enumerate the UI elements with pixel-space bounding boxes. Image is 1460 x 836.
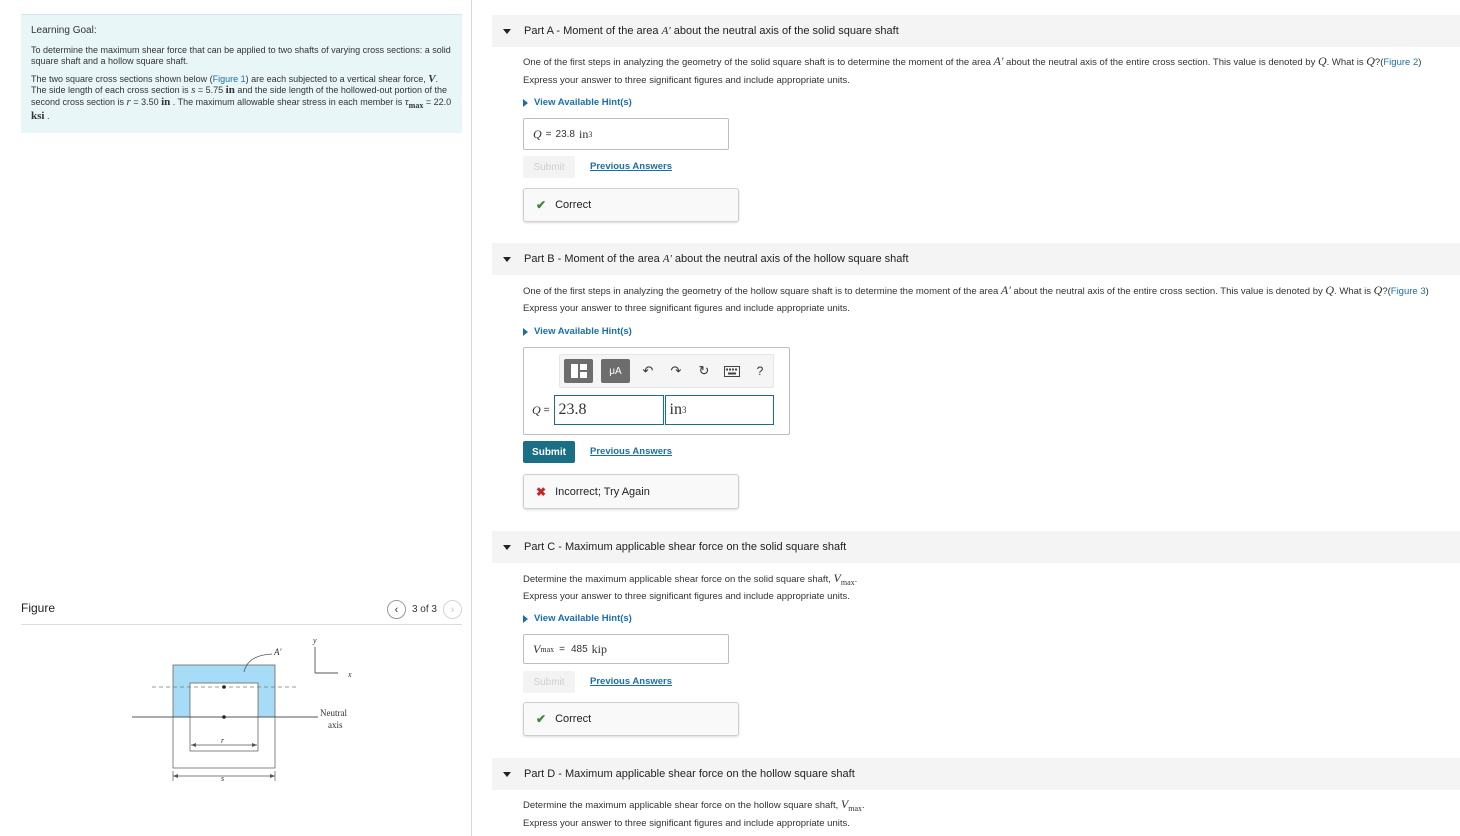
part-c-previous-answers-link[interactable]: Previous Answers [590, 676, 673, 687]
hollow-square-figure [126, 630, 366, 790]
centroid-dot [222, 685, 226, 689]
hint-label: View Available Hint(s) [534, 326, 632, 337]
text: . What is [1326, 57, 1367, 68]
equals-sign: = [545, 128, 552, 140]
unit-input[interactable] [665, 395, 774, 425]
part-a-question [523, 54, 1421, 69]
part-b-instructions: Express your answer to three significant figures and include appropriate units. [523, 303, 850, 314]
units-button[interactable]: μA [601, 359, 630, 383]
part-a-hint-toggle[interactable] [523, 97, 632, 108]
right-panel [492, 0, 1460, 836]
part-c-answer-display [523, 634, 729, 664]
x-icon: ✖ [536, 484, 547, 499]
r-unit: in [161, 95, 171, 108]
collapse-triangle-icon [503, 257, 511, 262]
part-d-instructions: Express your answer to three significant figures and include appropriate units. [523, 818, 850, 829]
collapse-triangle-icon [503, 772, 511, 777]
check-icon: ✔ [536, 712, 547, 726]
text: . The maximum allowable shear stress in each member is [170, 96, 405, 107]
symbol: A' [1000, 283, 1011, 297]
part-a-answer-display [523, 118, 729, 150]
left-panel [0, 0, 472, 836]
part-b-header[interactable] [492, 243, 1460, 275]
feedback-text: Correct [555, 713, 592, 725]
equals-sign: = [559, 643, 565, 655]
part-c-question [523, 571, 857, 587]
part-c-header[interactable] [492, 531, 1460, 563]
part-a-instructions: Express your answer to three significant figures and include appropriate units. [523, 75, 850, 86]
part-a-feedback [523, 188, 739, 222]
text: about the neutral axis of the solid square shaft [670, 25, 899, 37]
answer-row [532, 395, 774, 425]
a-prime-label: A' [274, 647, 282, 657]
collapse-triangle-icon [503, 545, 511, 550]
symbol-tau: τ [404, 95, 409, 108]
equals-sign: = [543, 404, 550, 416]
answer-unit-exponent: 3 [588, 129, 593, 139]
r-value: = 3.50 [130, 96, 162, 107]
text: ) [1425, 286, 1429, 297]
unit-exponent: 3 [681, 405, 687, 415]
text: ) [1418, 57, 1422, 68]
chevron-right-icon[interactable]: › [443, 600, 462, 619]
part-d-question [523, 797, 865, 813]
part-a-title [524, 25, 899, 37]
text: about the neutral axis of the entire cross section. This value is denoted by [1003, 57, 1318, 68]
text: . The side length of each cross section is [31, 73, 439, 95]
text: . [44, 110, 50, 121]
subscript: max [848, 803, 863, 813]
text: Part B - Moment of the area [524, 253, 663, 265]
answer-subscript: max [540, 644, 555, 654]
text: Part A - Moment of the area [524, 25, 662, 37]
figure-1-link[interactable]: Figure 1 [212, 73, 246, 84]
figure-header [21, 598, 462, 625]
part-a-previous-answers-link[interactable]: Previous Answers [590, 161, 673, 172]
text: One of the first steps in analyzing the geometry of the solid square shaft is to determine the moment of the area [523, 57, 994, 68]
answer-unit: in [578, 126, 589, 141]
s-unit: in [225, 84, 235, 96]
answer-variable: Q [533, 126, 542, 141]
caret-right-icon [523, 615, 528, 623]
symbol: Q [1373, 283, 1383, 297]
center-dot [222, 715, 226, 719]
y-axis-label: y [313, 636, 317, 645]
part-c-submit-button[interactable]: Submit [523, 671, 575, 693]
part-c-hint-toggle[interactable] [523, 613, 632, 624]
figure-2-link[interactable]: Figure 2 [1383, 57, 1419, 68]
text: ) are each subjected to a vertical shear force, [245, 73, 429, 84]
figure-title: Figure [21, 601, 56, 615]
part-c-instructions: Express your answer to three significant figures and include appropriate units. [523, 591, 850, 602]
part-b-previous-answers-link[interactable]: Previous Answers [590, 446, 673, 457]
tau-unit: ksi [31, 109, 45, 122]
s-dimension-label: s [221, 774, 225, 783]
s-value: = 5.75 [195, 85, 226, 95]
text: ?( [1374, 57, 1384, 68]
text: . [854, 574, 858, 585]
tau-subscript: max [408, 100, 424, 110]
text: One of the first steps in analyzing the geometry of the hollow square shaft is to determine the moment of the area [523, 286, 1001, 297]
redo-icon[interactable]: ↷ [670, 363, 682, 378]
text: . What is [1334, 286, 1374, 297]
s-arrow-right [270, 774, 275, 778]
answer-value: 23.8 [555, 128, 575, 140]
hint-label: View Available Hint(s) [534, 97, 632, 108]
answer-value: 485 [570, 643, 588, 655]
text: Determine the maximum applicable shear force on the solid square shaft, [523, 574, 834, 585]
part-b-hint-toggle[interactable] [523, 326, 632, 337]
symbol: V [833, 571, 841, 585]
help-button[interactable]: ? [756, 364, 764, 378]
symbol: Q [1317, 54, 1327, 68]
chevron-left-icon[interactable]: ‹ [387, 600, 406, 619]
unit-text: in [669, 401, 682, 418]
symbol: V [840, 797, 849, 811]
part-b-title [524, 253, 909, 265]
undo-icon[interactable]: ↶ [642, 363, 654, 378]
part-d-title: Part D - Maximum applicable shear force on the hollow square shaft [524, 768, 855, 780]
caret-right-icon [523, 99, 528, 107]
text: about the neutral axis of the hollow square shaft [671, 253, 909, 265]
part-c-title: Part C - Maximum applicable shear force on the solid square shaft [524, 541, 847, 553]
answer-variable: Q [532, 402, 541, 417]
collapse-triangle-icon [503, 29, 511, 34]
templates-icon[interactable] [564, 359, 593, 383]
answer-variable: V [533, 641, 541, 656]
learning-goal-box [21, 14, 462, 133]
part-b-answer-editor [523, 347, 790, 435]
learning-goal-description [31, 74, 452, 123]
templates-glyph [570, 363, 588, 379]
learning-goal-title: Learning Goal: [31, 25, 97, 36]
keyboard-glyph [724, 366, 740, 377]
learning-goal-intro: To determine the maximum shear force that can be applied to two shafts of varying cross sections: a solid square shaft and a hollow square shaft. [31, 44, 451, 66]
neutral-axis-label-1: Neutral [320, 708, 347, 718]
figure-3-link[interactable]: Figure 3 [1390, 286, 1426, 297]
hint-label: View Available Hint(s) [534, 613, 632, 624]
part-a-header[interactable] [492, 15, 1460, 47]
answer-unit: kip [591, 641, 607, 656]
keyboard-icon[interactable] [722, 361, 742, 381]
text: Determine the maximum applicable shear force on the hollow square shaft, [523, 800, 841, 811]
subscript: max [840, 577, 855, 587]
x-axis-label: x [348, 670, 352, 679]
text: ?( [1382, 286, 1391, 297]
part-c-feedback [523, 702, 739, 736]
reset-icon[interactable]: ↻ [698, 363, 710, 378]
feedback-text: Correct [555, 199, 592, 211]
caret-right-icon [523, 328, 528, 336]
figure-nav [387, 600, 462, 619]
symbol: Q [1366, 54, 1375, 68]
symbol-r: r [126, 95, 131, 108]
text: and the side length of the hollowed-out portion of the second cross section is [31, 85, 447, 107]
symbol: A' [662, 253, 672, 265]
part-a-submit-button[interactable]: Submit [523, 156, 575, 178]
part-b-feedback [523, 474, 739, 509]
math-toolbar [559, 354, 774, 388]
figure-counter: 3 of 3 [411, 604, 437, 615]
text: The two square cross sections shown below ( [31, 73, 213, 84]
symbol-v: V [428, 72, 436, 85]
s-arrow-left [173, 774, 178, 778]
check-icon: ✔ [536, 198, 547, 212]
part-d-header[interactable] [492, 758, 1460, 790]
part-b-submit-button[interactable]: Submit [523, 441, 575, 463]
symbol: A' [661, 25, 671, 37]
r-dimension-label: r [221, 736, 225, 745]
symbol: Q [1325, 283, 1335, 297]
symbol-s: s [191, 84, 196, 96]
value-input[interactable]: 23.8 [554, 395, 664, 425]
text: . [862, 800, 865, 811]
tau-value: = 22.0 [423, 96, 452, 107]
symbol: A' [993, 54, 1004, 68]
part-b-question [523, 283, 1429, 298]
neutral-axis-label-2: axis [328, 720, 343, 730]
text: about the neutral axis of the entire cross section. This value is denoted by [1010, 286, 1326, 297]
feedback-text: Incorrect; Try Again [555, 485, 650, 498]
